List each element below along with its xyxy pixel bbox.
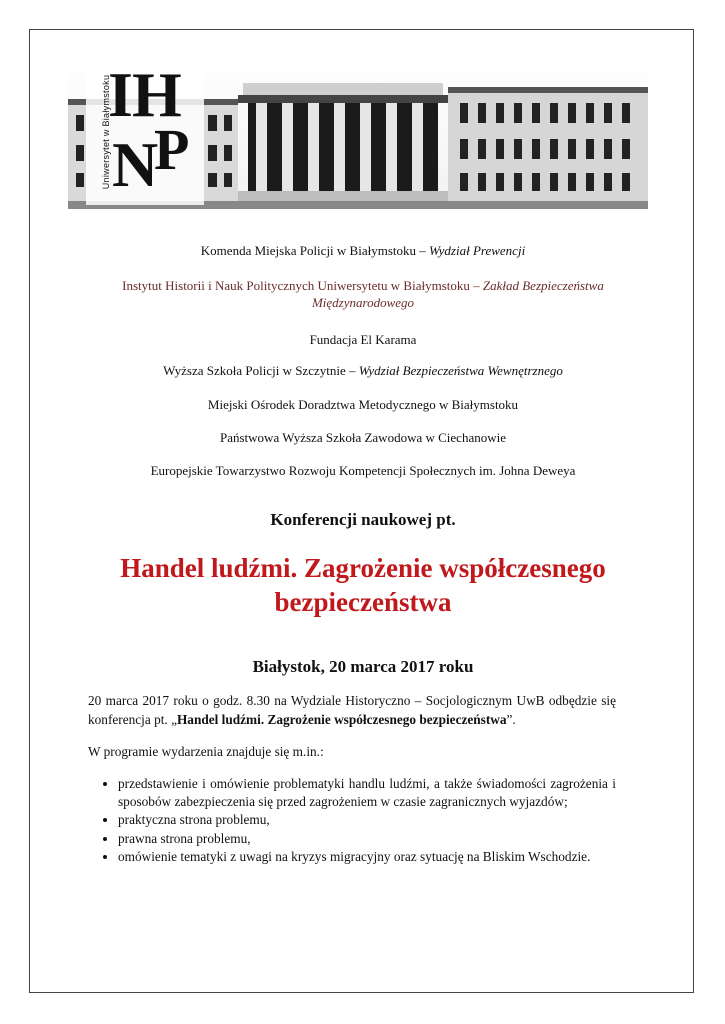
conference-title-line-1: Handel ludźmi. Zagrożenie współczesnego bbox=[120, 553, 606, 583]
organizer-7-name: Europejskie Towarzystwo Rozwoju Kompetencji Społecznych im. Johna Deweya bbox=[150, 463, 576, 478]
program-intro: W programie wydarzenia znajduje się m.in.: bbox=[88, 744, 324, 759]
organizer-5-name: Miejski Ośrodek Doradztwa Metodycznego w Białymstoku bbox=[207, 397, 519, 412]
list-item: • przedstawienie i omówienie problematyki handlu ludźmi, a także świadomości zagrożenia i sposobów zabezpieczenia się przed zagrożeniem w czasie zagranicznych wyjazdów; bbox=[118, 775, 616, 810]
organizer-5 bbox=[68, 396, 658, 413]
organizer-4-dept: Wydział Bezpieczeństwa Wewnętrznego bbox=[358, 363, 563, 378]
organizer-1 bbox=[68, 242, 658, 259]
list-item: • omówienie tematyki z uwagi na kryzys migracyjny oraz sytuację na Bliskim Wschodzie. bbox=[118, 848, 616, 866]
organizer-2-name: Instytut Historii i Nauk Politycznych Uniwersytetu w Białymstoku – bbox=[122, 278, 483, 293]
ihnp-logo bbox=[88, 59, 208, 203]
organizer-4-name: Wyższa Szkoła Policji w Szczytnie – bbox=[163, 363, 359, 378]
organizer-6-name: Państwowa Wyższa Szkoła Zawodowa w Ciechanowie bbox=[220, 430, 506, 445]
organizer-4 bbox=[68, 362, 658, 379]
intro-paragraph bbox=[88, 691, 616, 729]
organizer-2 bbox=[118, 277, 608, 311]
intro-text-before: 20 marca 2017 roku o godz. 8.30 na Wydziale Historyczno – Socjologicznym UwB odbędzie się konferencja pt. „ bbox=[88, 693, 616, 727]
logo-letter-n: N bbox=[112, 129, 159, 200]
list-item: • prawna strona problemu, bbox=[118, 830, 616, 848]
organizer-7 bbox=[68, 462, 658, 479]
organizer-3-name: Fundacja El Karama bbox=[309, 332, 417, 347]
header-banner bbox=[68, 55, 648, 209]
event-date-line: Białystok, 20 marca 2017 roku bbox=[252, 657, 474, 676]
organizer-3 bbox=[68, 331, 658, 348]
intro-text-after: ”. bbox=[506, 712, 516, 727]
logo-letter-i: I bbox=[108, 59, 133, 130]
list-item: • praktyczna strona problemu, bbox=[118, 811, 616, 829]
logo-letter-p: P bbox=[154, 117, 190, 182]
logo-vertical-text: Uniwersytet w Białymstoku bbox=[101, 74, 111, 190]
organizer-1-dept: Wydział Prewencji bbox=[429, 243, 526, 258]
intro-title-bold: Handel ludźmi. Zagrożenie współczesnego bezpieczeństwa bbox=[176, 712, 507, 727]
organizer-2-dept: Zakład Bezpieczeństwa Międzynarodowego bbox=[311, 278, 604, 310]
logo-letter-h: H bbox=[132, 59, 182, 130]
organizer-1-name: Komenda Miejska Policji w Białymstoku – bbox=[200, 243, 430, 258]
conference-title-line-2: bezpieczeństwa bbox=[274, 587, 452, 617]
conference-subtitle: Konferencji naukowej pt. bbox=[270, 510, 456, 529]
program-list bbox=[88, 775, 616, 867]
organizer-6 bbox=[68, 429, 658, 446]
